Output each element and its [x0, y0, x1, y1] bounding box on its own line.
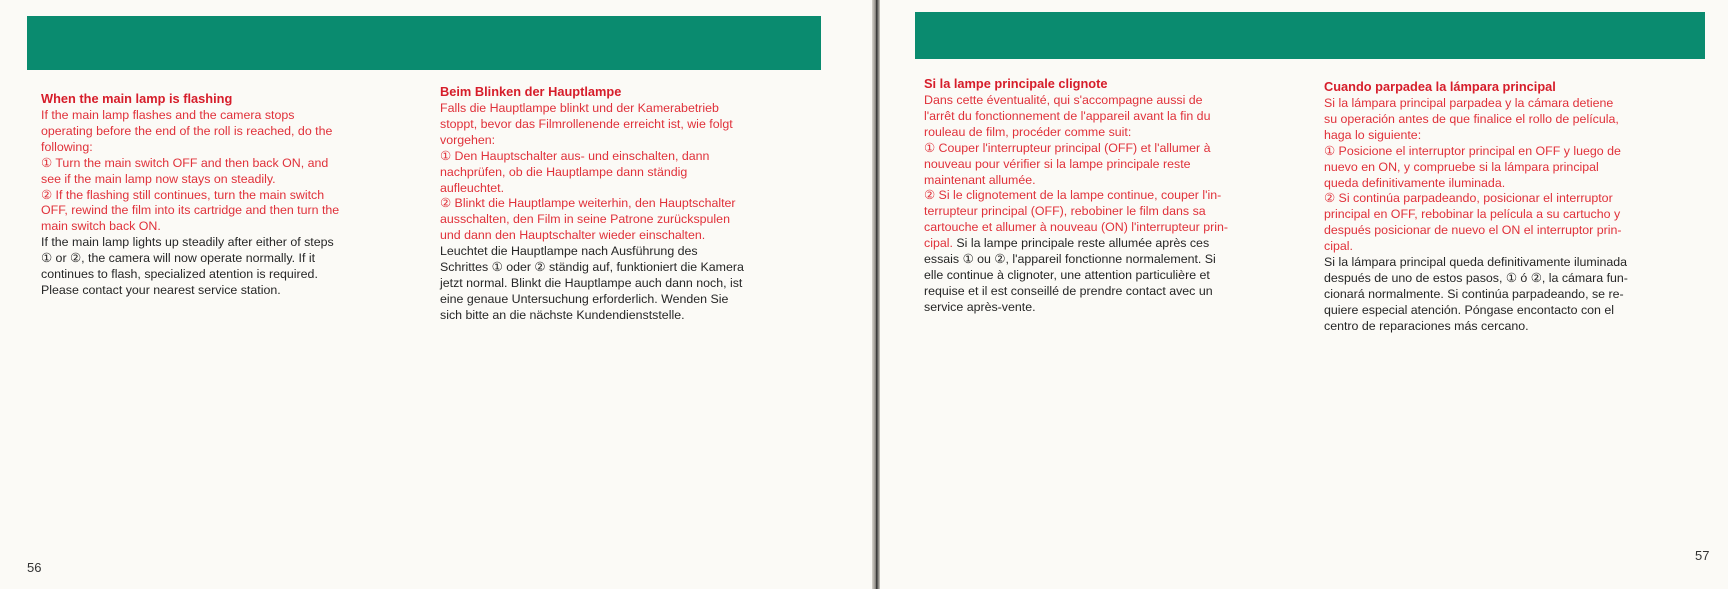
spanish-heading: Cuando parpadea la lámpara principal: [1324, 79, 1556, 94]
page-number: 56: [27, 560, 42, 575]
step-1-line: ① Turn the main switch OFF and then back ON, and: [41, 155, 329, 170]
text-line: und dann den Hauptschalter wieder einschalten.: [440, 228, 706, 243]
german-section: [440, 84, 815, 324]
header-color-band: [915, 12, 1705, 59]
text-line: Falls die Hauptlampe blinkt und der Kamerabetrieb: [440, 101, 719, 115]
text-line: requise et il est conseillé de prendre contact avec un: [924, 283, 1213, 298]
page-number: 57: [1695, 548, 1710, 563]
text-line: elle continue à clignoter, une attention particulière et: [924, 267, 1210, 282]
text-line: haga lo siguiente:: [1324, 127, 1422, 142]
spanish-instructions: [1324, 96, 1684, 255]
text-line: l'arrêt du fonctionnement de l'appareil avant la fin du: [924, 108, 1211, 123]
text-line: stoppt, bevor das Filmrollenende erreicht ist, wie folgt: [440, 116, 733, 131]
text-line: Si la lámpara principal queda definitivamente iluminada: [1324, 255, 1628, 270]
text-line: cionará normalmente. Si continúa parpadeando, se re-: [1324, 286, 1624, 301]
german-heading: Beim Blinken der Hauptlampe: [440, 84, 622, 99]
text-line: aufleuchtet.: [440, 180, 505, 195]
text-line: ① or ②, the camera will now operate normally. If it: [41, 251, 316, 266]
text-line: nouveau pour vérifier si la lampe principale reste: [924, 156, 1191, 171]
book-gutter: [872, 0, 880, 589]
text-line: cipal.: [924, 236, 953, 251]
text-line: Schrittes ① oder ② ständig auf, funktioniert die Kamera: [440, 260, 744, 275]
step-2-line: ② Si le clignotement de la lampe continue, couper l'in-: [924, 188, 1222, 203]
text-line: cipal.: [1324, 239, 1353, 254]
text-line: terrupteur principal (OFF), rebobiner le film dans sa: [924, 204, 1206, 219]
step-1-line: ① Posicione el interruptor principal en OFF y luego de: [1324, 143, 1621, 158]
text-line: If the main lamp flashes and the camera stops: [41, 108, 295, 122]
step-2-line: ② Si continúa parpadeando, posicionar el interruptor: [1324, 191, 1613, 206]
text-line: essais ① ou ②, l'appareil fonctionne normalement. Si: [924, 252, 1216, 267]
text-line: Leuchtet die Hauptlampe nach Ausführung des: [440, 244, 698, 259]
text-line: nuevo en ON, y compruebe si la lámpara principal: [1324, 159, 1599, 174]
text-line: service après-vente.: [924, 299, 1036, 314]
text-line: jetzt normal. Blinkt die Hauptlampe auch dann noch, ist: [440, 275, 743, 290]
text-line: su operación antes de que finalice el rollo de película,: [1324, 111, 1619, 126]
text-line: operating before the end of the roll is reached, do the: [41, 123, 333, 138]
text-line: main switch back ON.: [41, 219, 161, 234]
step-2-line: ② If the flashing still continues, turn the main switch: [41, 187, 325, 202]
text-line: following:: [41, 139, 93, 154]
text-line: queda definitivamente iluminada.: [1324, 175, 1506, 190]
right-page: [880, 0, 1728, 589]
text-line: eine genaue Untersuchung erforderlich. Wenden Sie: [440, 291, 729, 306]
text-line: ausschalten, den Film in seine Patrone zurückspulen: [440, 212, 730, 227]
text-line: vorgehen:: [440, 132, 496, 147]
text-line: maintenant allumée.: [924, 172, 1036, 187]
text-line: después de uno de estos pasos, ① ó ②, la cámara fun-: [1324, 270, 1628, 285]
english-section: [41, 91, 416, 299]
text-line: Please contact your nearest service station.: [41, 282, 281, 297]
french-section: [924, 76, 1274, 316]
english-heading: When the main lamp is flashing: [41, 91, 233, 106]
step-1-line: ① Couper l'interrupteur principal (OFF) et l'allumer à: [924, 140, 1211, 155]
spanish-result-note: [1324, 255, 1684, 335]
text-line: continues to flash, specialized atention is required.: [41, 267, 318, 282]
english-result-note: [41, 235, 416, 299]
text-line: después posicionar de nuevo el ON el interruptor prin-: [1324, 223, 1622, 238]
french-result-note: [924, 252, 1274, 316]
text-line: quiere especial atención. Póngase encontacto con el: [1324, 302, 1615, 317]
text-line: rouleau de film, procéder comme suit:: [924, 124, 1132, 139]
text-line: Si la lampe principale reste allumée après ces: [952, 236, 1210, 251]
german-result-note: [440, 244, 815, 324]
text-line: see if the main lamp now stays on steadily.: [41, 171, 276, 186]
french-heading: Si la lampe principale clignote: [924, 76, 1108, 91]
text-line: principal en OFF, rebobinar la película a su cartucho y: [1324, 207, 1621, 222]
text-line: sich bitte an die nächste Kundendienststelle.: [440, 307, 685, 322]
english-instructions: [41, 108, 416, 235]
text-line: If the main lamp lights up steadily after either of steps: [41, 235, 334, 250]
text-line: centro de reparaciones más cercano.: [1324, 318, 1529, 333]
step-2-line: ② Blinkt die Hauptlampe weiterhin, den Hauptschalter: [440, 196, 736, 211]
text-line: OFF, rewind the film into its cartridge and then turn the: [41, 203, 340, 218]
spanish-section: [1324, 79, 1684, 335]
text-line: Si la lámpara principal parpadea y la cámara detiene: [1324, 96, 1614, 110]
text-line: nachprüfen, ob die Hauptlampe dann ständig: [440, 164, 688, 179]
header-color-band: [27, 16, 821, 70]
german-instructions: [440, 101, 815, 244]
text-line: cartouche et allumer à nouveau (ON) l'interrupteur prin-: [924, 220, 1229, 235]
text-line: Dans cette éventualité, qui s'accompagne aussi de: [924, 93, 1203, 107]
step-1-line: ① Den Hauptschalter aus- und einschalten, dann: [440, 148, 710, 163]
french-instructions: [924, 93, 1274, 252]
